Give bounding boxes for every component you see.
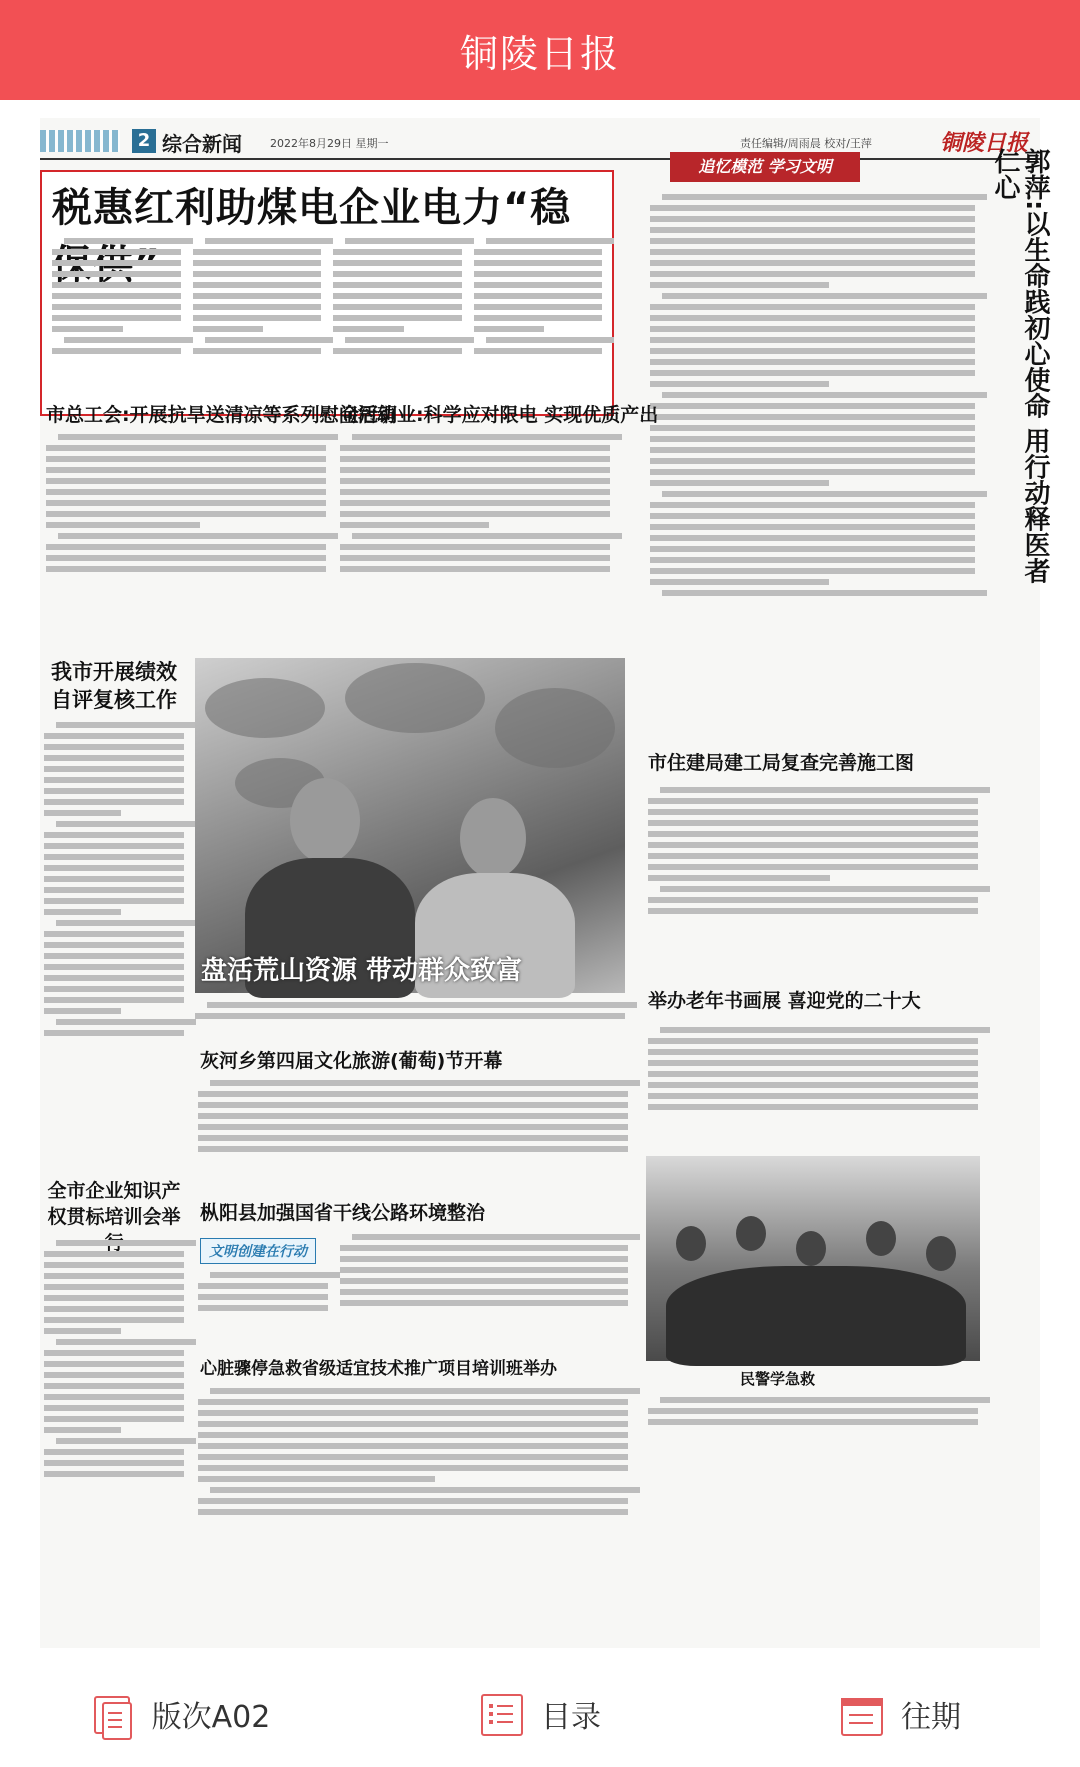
article-headline[interactable]: 市总工会:开展抗旱送清凉等系列慰问活动	[46, 404, 396, 426]
article-body-text	[340, 1230, 628, 1340]
article-body-text	[198, 1076, 628, 1186]
masthead	[40, 126, 1040, 160]
article-headline[interactable]: 我市开展绩效自评复核工作	[51, 660, 177, 712]
civilization-stamp: 文明创建在行动	[200, 1238, 316, 1264]
page-number: 2	[132, 129, 156, 153]
vertical-headline[interactable]: 郭萍:以生命践初心使命 用行动释医者仁心	[990, 148, 1050, 584]
list-icon	[479, 1692, 523, 1736]
issue-date: 2022年8月29日 星期一	[270, 137, 389, 150]
calendar-icon	[839, 1692, 883, 1736]
photo-description	[648, 1393, 978, 1443]
lead-body-columns	[52, 234, 602, 404]
article-headline[interactable]: 金冠铜业:科学应对限电 实现优质产出	[340, 404, 659, 426]
newspaper-page[interactable]	[40, 118, 1050, 1648]
article-body-text	[198, 1384, 628, 1564]
feature-body-text	[650, 190, 975, 750]
article-body-text	[648, 1023, 978, 1143]
article-body-text	[648, 783, 978, 963]
article-body-text	[44, 1236, 184, 1566]
past-issues-label: 往期	[901, 1699, 961, 1735]
article-headline[interactable]: 举办老年书画展 喜迎党的二十大	[648, 990, 921, 1012]
body-text	[474, 234, 603, 404]
photo-description	[195, 998, 625, 1028]
article-headline[interactable]: 枞阳县加强国省干线公路环境整治	[200, 1202, 486, 1224]
feature-banner: 追忆模范 学习文明	[670, 152, 860, 182]
main-photo[interactable]	[195, 658, 625, 993]
issue-page-label: 版次A02	[151, 1699, 271, 1735]
article-headline[interactable]: 灰河乡第四届文化旅游(葡萄)节开幕	[200, 1050, 503, 1072]
past-issues-button[interactable]	[720, 1692, 1080, 1736]
app-title: 铜陵日报	[459, 31, 620, 76]
issue-page-button[interactable]	[0, 1692, 360, 1736]
article-headline[interactable]: 市住建局建工局复查完善施工图	[648, 752, 915, 774]
article-body-text	[44, 718, 184, 1158]
app-header	[0, 0, 1080, 100]
section-name: 综合新闻	[162, 132, 242, 156]
contents-label: 目录	[541, 1699, 601, 1735]
article-headline[interactable]: 全市企业知识产权贯标培训会举	[47, 1180, 181, 1228]
body-text	[193, 234, 322, 404]
masthead-pattern	[40, 130, 120, 152]
editor-credit: 责任编辑/周雨晨 校对/王萍	[740, 137, 872, 150]
contents-button[interactable]	[360, 1692, 720, 1736]
police-training-photo[interactable]	[646, 1156, 980, 1361]
article-body-text	[198, 1268, 328, 1338]
body-text	[333, 234, 462, 404]
bottom-nav	[0, 1660, 1080, 1767]
photo-caption: 盘活荒山资源 带动群众致富	[201, 956, 523, 986]
article-body-text	[340, 430, 610, 626]
photo-caption: 民警学急救	[740, 1370, 816, 1388]
newspaper-logo: 铜陵日报	[940, 131, 1029, 156]
lead-headline: 税惠红利助煤电企业电力“稳	[52, 185, 572, 231]
lead-article[interactable]	[40, 170, 614, 416]
article-body-text	[46, 430, 326, 626]
issue-icon	[90, 1692, 134, 1736]
body-text	[52, 234, 181, 404]
article-headline[interactable]: 心脏骤停急救省级适宜技术推广项目培训班举办	[200, 1359, 557, 1379]
